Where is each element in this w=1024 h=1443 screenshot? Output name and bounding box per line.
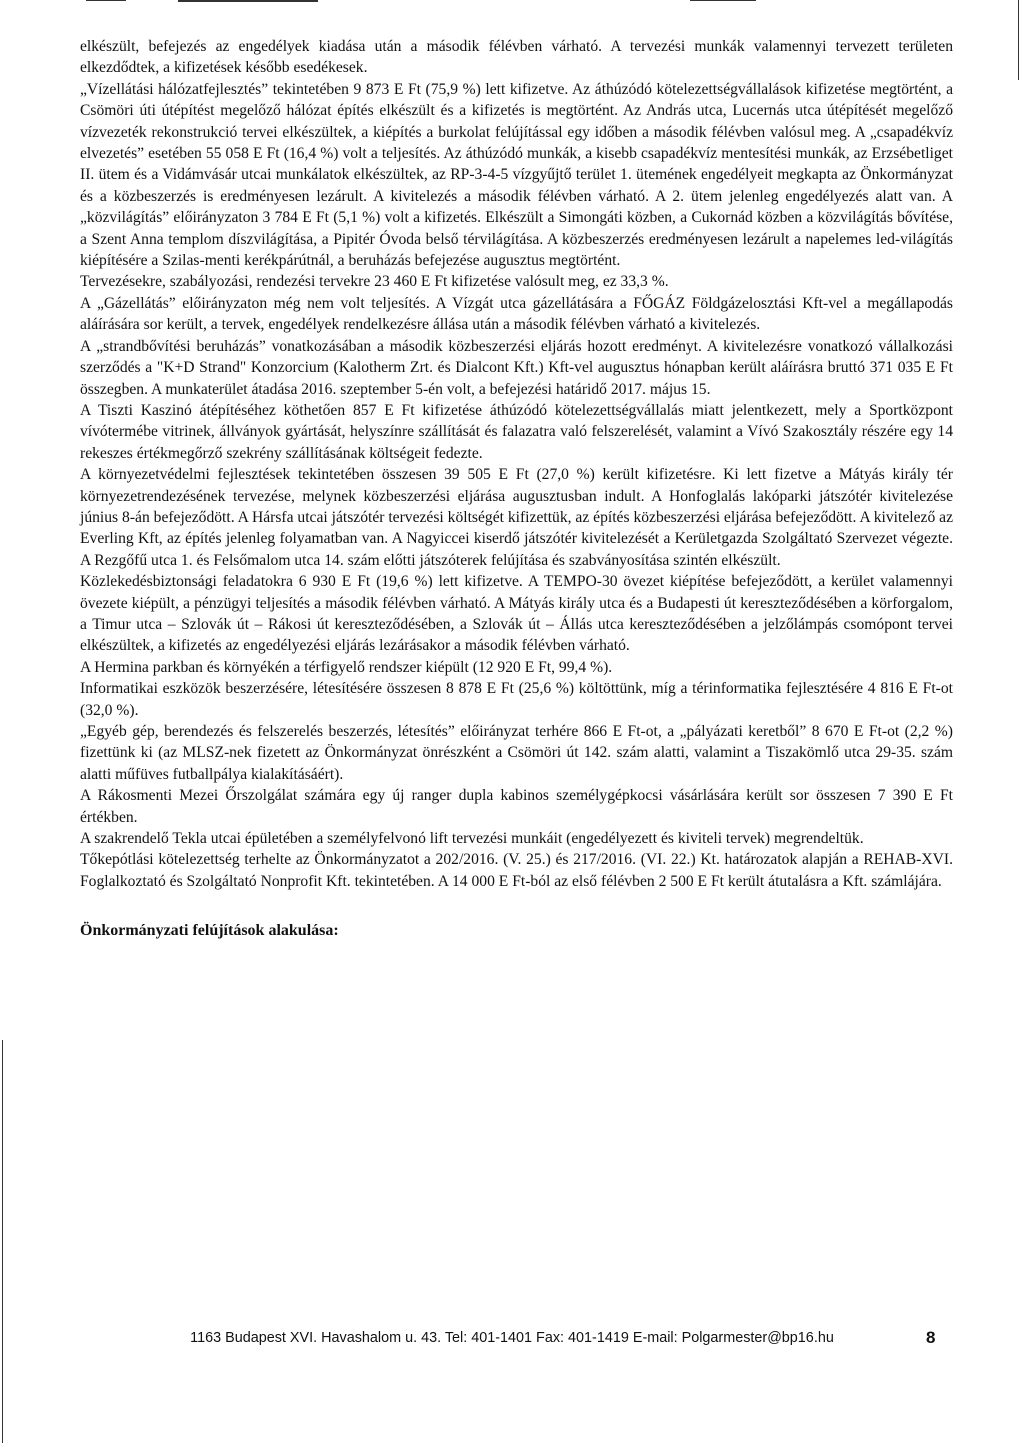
document-body [80, 36, 953, 942]
paragraph-8: Közlekedésbiztonsági feladatokra 6 930 E Ft (19,6 %) lett kifizetve. A TEMPO-30 övezet kiépítése befejeződött, a kerület valamennyi övezete kiépült, a pénzügyi teljesítés a második félévben várható. A Mátyás király utca és a Budapesti út kereszteződésében a körforgalom, a Timur utca – Szlovák út – Rákosi út kereszteződésében, a Szlovák út – Állás utca kereszteződésében a jelzőlámpás csomópont tervei elkészültek, a kifizetés az engedélyezési eljárás lezárásakor a második félévben várható. [80, 573, 953, 655]
paragraph-5: A „strandbővítési beruházás” vonatkozásában a második közbeszerzési eljárás hozott eredményt. A kivitelezésre vonatkozó vállalkozási szerződés a "K+D Strand" Konzorcium (Kalotherm Zrt. és Dialcont Kft.) Kft-vel augusztus hónapban került aláírásra bruttó 371 035 E Ft összegben. A munkaterület átadása 2016. szeptember 5-én volt, a befejezési határidő 2017. május 15. [80, 337, 953, 398]
scan-edge-line-top-left [86, 0, 126, 1]
paragraph-1: elkészült, befejezés az engedélyek kiadása után a második félévben várható. A tervezési munkák valamennyi tervezett területen elkezdődtek, a kifizetések később esedékesek. [80, 38, 953, 77]
footer-address: 1163 Budapest XVI. Havashalom u. 43. Tel: 401-1401 Fax: 401-1419 E-mail: Polgarmester@bp16.hu [190, 1330, 834, 1346]
paragraph-2: „Vízellátási hálózatfejlesztés” tekintetében 9 873 E Ft (75,9 %) lett kifizetve. Az áthúzódó kötelezettségvállalások kifizetése megtörtént, a Csömöri úti útépítést megelőző hálózat építés elkészült és a kifizetés is megtörtént. Az András utca, Lucernás utca útépítését megelőző vízvezeték rekonstrukció tervei elkészültek, a kiépítés a burkolat felújítással egy időben a második félévben valósul meg. A „csapadékvíz elvezetés” esetében 55 058 E Ft (16,4 %) volt a teljesítés. Az áthúzódó munkák, a kisebb csapadékvíz mentesítési munkák, az Erzsébetliget II. ütem és a Vidámvásár utcai munkálatok elkészültek, az RP-3-4-5 vízgyűjtő terület 1. ütemének engedélyeit megkapta az Önkormányzat és a közbeszerzés is eredményesen lezárult. A kivitelezés a második félévben várható. A 2. ütem jelenleg engedélyezés alatt van. A „közvilágítás” előirányzaton 3 784 E Ft (5,1 %) volt a kifizetés. Elkészült a Simongáti közben, a Cukornád közben a közvilágítás bővítése, a Szent Anna templom díszvilágítása, a Pipitér Óvoda belső térvilágítása. A közbeszerzés eredményesen lezárult a napelemes led-világítás kiépítésére a Szilas-menti kerékpárútnál, a beruházás befejezése augusztus megtörtént. [80, 80, 953, 270]
paragraph-6: A Tiszti Kaszinó átépítéséhez köthetően 857 E Ft kifizetése áthúzódó kötelezettségvállalás miatt jelentkezett, mely a Sportközpont vívótermébe vitrinek, állványok gyártását, helyszínre szállítását és falazatra való felszerelését, valamint a Vívó Szakosztály részére egy 14 rekeszes értékmegőrző szekrény szállításának költségeit fedezte. [80, 401, 953, 462]
paragraph-7: A környezetvédelmi fejlesztések tekintetében összesen 39 505 E Ft (27,0 %) került kifizetésre. Ki lett fizetve a Mátyás király tér környezetrendezésének tervezése, melynek közbeszerzési eljárása augusztusban indult. A Honfoglalás lakóparki játszótér kivitelezése június 8-án befejeződött. A Hársfa utcai játszótér tervezési költségét kifizettük, az építés közbeszerzési eljárása befejeződött. A kivitelező az Everling Kft, az építés jelenleg folyamatban van. A Nagyiccei kiserdő játszótér kivitelezését a Kerületgazda Szolgáltató Szervezet végezte. A Rezgőfű utca 1. és Felsőmalom utca 14. szám előtti játszóterek felújítása és szabványosítása szintén elkészült. [80, 466, 953, 569]
scan-edge-line-left [2, 1040, 3, 1443]
paragraph-4: A „Gázellátás” előirányzaton még nem volt teljesítés. A Vízgát utca gázellátására a FŐGÁZ Földgázelosztási Kft-vel a megállapodás aláírására sor került, a tervek, engedélyek rendelkezésre állása után a második félévben várható a kivitelezés. [80, 294, 953, 334]
paragraph-10: Informatikai eszközök beszerzésére, létesítésére összesen 8 878 E Ft (25,6 %) költöttünk, míg a térinformatika fejlesztésére 4 816 E Ft-ot (32,0 %). [80, 680, 953, 719]
scan-edge-line-top-right [690, 0, 756, 1]
paragraph-12: A Rákosmenti Mezei Őrszolgálat számára egy új ranger dupla kabinos személygépkocsi vásárlására került sor összesen 7 390 E Ft értékben. [80, 787, 953, 826]
paragraph-13: A szakrendelő Tekla utcai épületében a személyfelvonó lift tervezési munkáit (engedélyezett és kiviteli tervek) megrendeltük. [80, 830, 864, 848]
paragraph-9: A Hermina parkban és környékén a térfigyelő rendszer kiépült (12 920 E Ft, 99,4 %). [80, 658, 613, 676]
scan-edge-line-right [1018, 0, 1019, 80]
paragraph-11: „Egyéb gép, berendezés és felszerelés beszerzés, létesítés” előirányzat terhére 866 E Ft-ot, a „pályázati keretből” 8 670 E Ft-ot (2,2 %) fizettünk ki (az MLSZ-nek fizetett az Önkormányzat önrészként a Csömöri út 142. szám alatti, valamint a Tiszakömlő utca 29-35. szám alatti műfüves futballpálya kialakításáért). [80, 723, 953, 783]
paragraph-14: Tőkepótlási kötelezettség terhelte az Önkormányzatot a 202/2016. (V. 25.) és 217/2016. (VI. 22.) Kt. határozatok alapján a REHAB-XVI. Foglalkoztató és Szolgáltató Nonprofit Kft. tekintetében. A 14 000 E Ft-ból az első félévben 2 500 E Ft került átutalásra a Kft. számlájára. [80, 851, 953, 890]
page-number: 8 [926, 1328, 936, 1347]
paragraph-3: Tervezésekre, szabályozási, rendezési tervekre 23 460 E Ft kifizetése valósult meg, ez 33,3 %. [80, 273, 669, 291]
page-footer [0, 1328, 1024, 1352]
section-heading: Önkormányzati felújítások alakulása: [80, 922, 339, 940]
scan-edge-line-top-middle [178, 0, 318, 2]
